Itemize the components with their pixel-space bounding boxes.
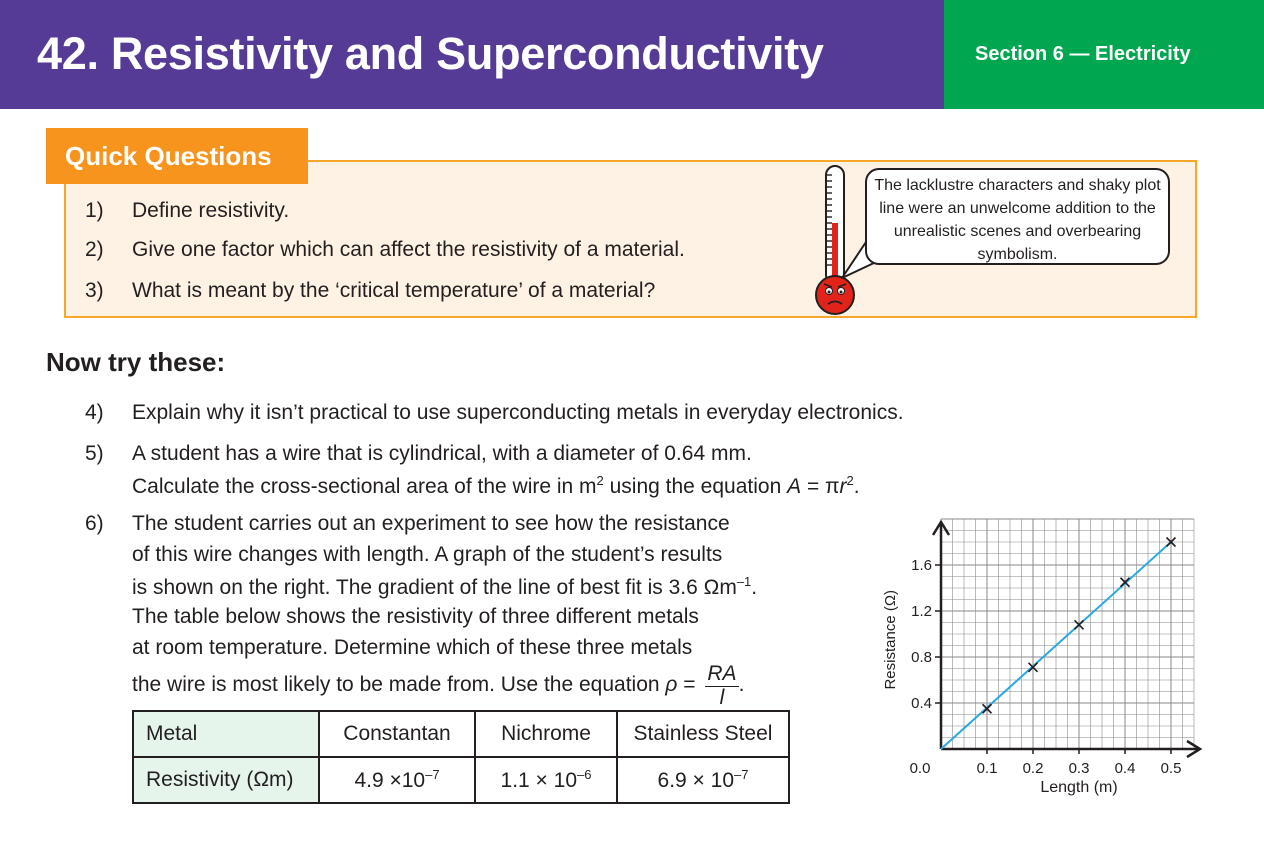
question-text: Give one factor which can affect the resistivity of a material. xyxy=(132,238,685,261)
question-6-line-1: The student carries out an experiment to see how the resistance xyxy=(132,512,730,535)
text: = xyxy=(677,673,702,697)
table-cell: Resistivity (Ωm) xyxy=(133,757,319,803)
question-number: 2) xyxy=(85,238,104,261)
ticks xyxy=(910,557,1182,777)
x-tick-label: 0.3 xyxy=(1068,760,1090,777)
y-tick-label: 1.6 xyxy=(911,557,932,574)
question-6-line-2: of this wire changes with length. A graph of the student’s results xyxy=(132,543,723,566)
page-title: 42. Resistivity and Superconductivity xyxy=(37,28,824,79)
section-label: Section 6 — Electricity xyxy=(975,43,1191,65)
text: the wire is most likely to be made from. Use the equation xyxy=(132,673,666,697)
x-tick-label: 0.1 xyxy=(976,760,998,777)
superscript: 2 xyxy=(596,473,604,488)
table-row xyxy=(133,757,789,803)
now-try-heading: Now try these: xyxy=(46,347,226,377)
exponent: –6 xyxy=(577,767,592,782)
question-number: 6) xyxy=(85,512,104,535)
table-header: Stainless Steel xyxy=(617,711,789,757)
x-tick-label: 0.2 xyxy=(1022,760,1044,777)
question-number: 5) xyxy=(85,442,104,465)
x-tick-label: 0.4 xyxy=(1114,760,1136,777)
table-row xyxy=(133,711,789,757)
text: . xyxy=(751,576,758,599)
exponent: –7 xyxy=(734,767,749,782)
text: . xyxy=(853,475,860,498)
question-4-text: Explain why it isn’t practical to use superconducting metals in everyday electronics. xyxy=(132,401,904,424)
question-6-line-3 xyxy=(132,574,757,600)
question-text: What is meant by the ‘critical temperature’ of a material? xyxy=(132,279,656,302)
fraction xyxy=(705,662,738,709)
value: 4.9 ×10 xyxy=(354,769,426,792)
text: using the equation xyxy=(603,475,788,498)
fraction-denominator: l xyxy=(719,686,725,709)
exponent: –7 xyxy=(425,767,440,782)
y-tick-label: 1.2 xyxy=(911,603,932,620)
resistivity-table xyxy=(132,710,790,804)
speech-bubble: The lacklustre characters and shaky plot line were an unwelcome addition to the unrealistic scenes and overbearing symbolism. xyxy=(865,168,1170,265)
text: . xyxy=(738,673,745,697)
question-number: 3) xyxy=(85,279,104,302)
variable: r xyxy=(839,475,847,498)
table-cell xyxy=(475,757,617,803)
question-6-line-6 xyxy=(132,662,744,709)
superscript: –1 xyxy=(736,574,752,589)
axes xyxy=(933,522,1200,757)
superscript: 2 xyxy=(846,473,854,488)
resistance-length-graph xyxy=(870,515,1210,805)
text: is shown on the right. The gradient of the line of best fit is 3.6 Ωm xyxy=(132,576,737,599)
y-axis-label: Resistance (Ω) xyxy=(882,589,899,690)
x-tick-label: 0.5 xyxy=(1160,760,1182,777)
question-number: 1) xyxy=(85,199,104,222)
table-cell xyxy=(319,757,475,803)
table-header: Nichrome xyxy=(475,711,617,757)
text: Calculate the cross-sectional area of the wire in m xyxy=(132,475,597,498)
quick-questions-heading: Quick Questions xyxy=(46,128,308,184)
table-cell xyxy=(617,757,789,803)
value: 1.1 × 10 xyxy=(500,769,577,792)
variable: ρ xyxy=(665,673,678,697)
question-number: 4) xyxy=(85,401,104,424)
x-axis-label: Length (m) xyxy=(1040,779,1118,796)
table-header: Constantan xyxy=(319,711,475,757)
table-header: Metal xyxy=(133,711,319,757)
x-tick-label: 0.0 xyxy=(909,760,931,777)
question-6-line-5: at room temperature. Determine which of these three metals xyxy=(132,636,693,659)
variable: A xyxy=(787,475,802,498)
question-6-line-4: The table below shows the resistivity of three different metals xyxy=(132,605,699,628)
text: = π xyxy=(801,475,840,498)
question-5-line-2 xyxy=(132,473,860,499)
y-tick-label: 0.8 xyxy=(911,649,932,666)
question-text: Define resistivity. xyxy=(132,199,290,222)
y-tick-label: 0.4 xyxy=(911,695,932,712)
value: 6.9 × 10 xyxy=(657,769,734,792)
question-5-line-1: A student has a wire that is cylindrical, with a diameter of 0.64 mm. xyxy=(132,442,752,465)
fraction-numerator: RA xyxy=(707,662,737,685)
